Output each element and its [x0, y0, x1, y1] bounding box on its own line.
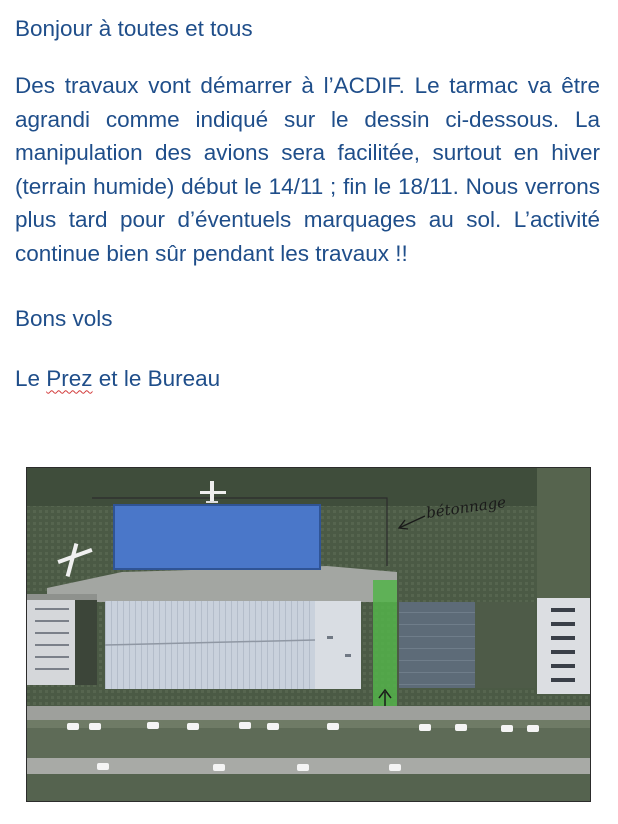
road [27, 706, 590, 720]
right-field [537, 468, 590, 598]
dark-roof-building [399, 602, 475, 688]
aerial-site-plan [26, 467, 591, 802]
alley [75, 600, 97, 685]
signoff: Bons vols [15, 306, 113, 332]
planned-tarmac-area [114, 505, 320, 569]
letter [15, 14, 600, 393]
greeting: Bonjour à toutes et tous [15, 16, 253, 41]
roof-vent-2 [345, 654, 351, 657]
left-building [27, 600, 75, 685]
hangar-annex [315, 601, 361, 689]
roof-vent-1 [327, 636, 333, 639]
handwritten-label: bétonnage [425, 492, 508, 522]
announcement-paragraph: Des travaux vont démarrer à l’ACDIF. Le tarmac va être agrandi comme indiqué sur le dessin ci-dessous. La manipulation des avions sera facilitée, surtout en hiver (terrain humide) début le 14/11 ; fin le 18/11. Nous verrons plus tard pour d’éventuels marquages au sol. L’activité continue bien sûr pendant les travaux !! [15, 73, 600, 266]
signature-prefix: Le [15, 365, 47, 391]
signature-suffix: et le Bureau [92, 365, 221, 391]
hedge-strip [27, 728, 590, 758]
signature [15, 364, 600, 393]
bottom-field [27, 774, 590, 801]
aerial-photo-drawing [27, 468, 590, 801]
courtyard [475, 602, 535, 688]
misspelled-word: Prez [46, 365, 93, 391]
